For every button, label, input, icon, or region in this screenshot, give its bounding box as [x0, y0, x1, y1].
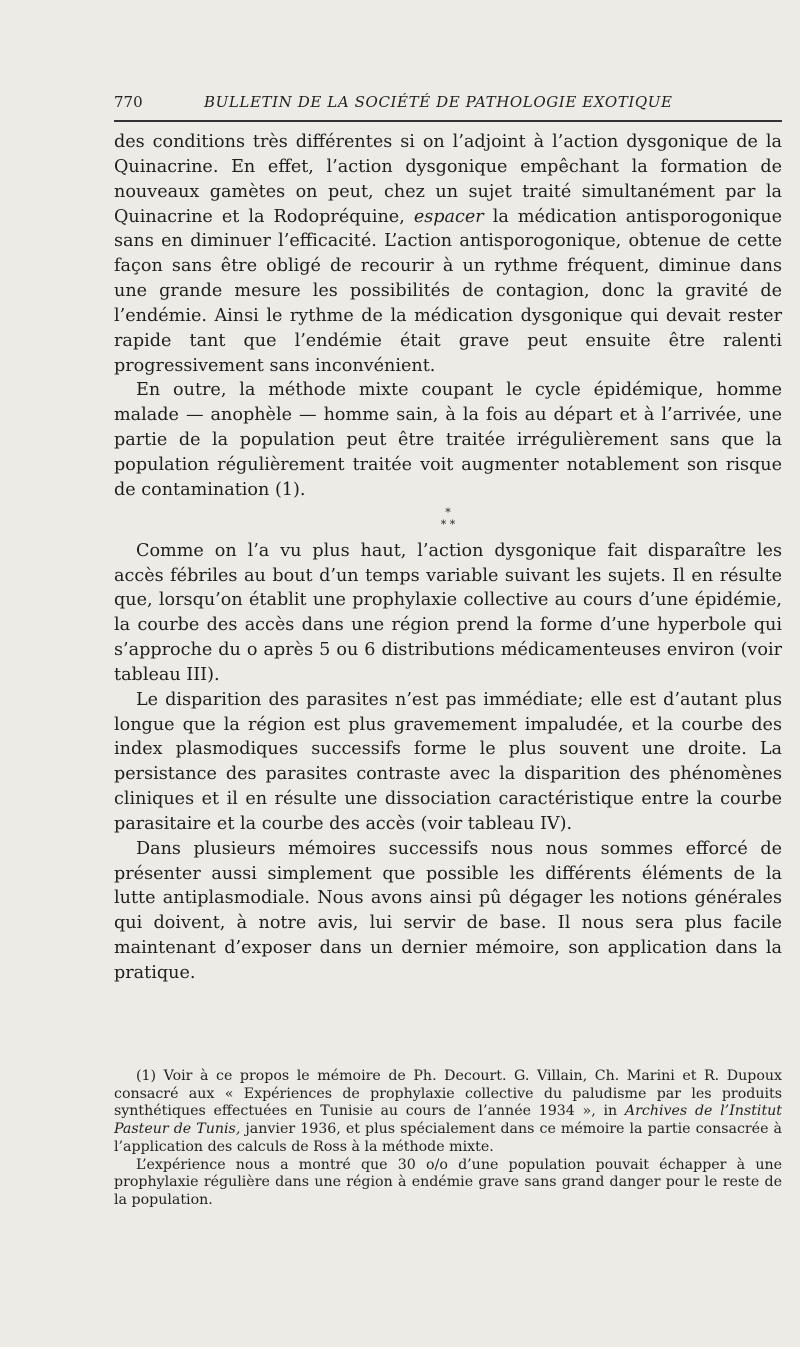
footnote-1-tail: janvier 1936, et plus spécialement dans ce mémoire la partie consacrée à l’application des calculs de Ross à la méthode mixte. [114, 1121, 782, 1155]
footnotes [114, 1068, 782, 1210]
footnote-1-journal: Archives de l’Institut Pasteur de Tunis, [114, 1103, 782, 1138]
separator-top-star: * [445, 505, 451, 519]
paragraph-1-text: des conditions très différentes si on l’adjoint à l’action dysgonique de la Quinacrine. En effet, l’action dysgonique empêchant la formation de nouveaux gamètes on peut, chez un sujet traité simultanément par la Quinacrine et la Rodopréquine, [114, 132, 782, 227]
paragraph-1-emphasis: espacer [413, 206, 484, 227]
page-number: 770 [114, 93, 143, 111]
paragraph-3: Comme on l’a vu plus haut, l’action dysgonique fait disparaître les accès fébriles au bout d’un temps variable suivant les sujets. Il en résulte que, lorsqu’on établit une prophylaxie collective au cours d’une épidémie, la courbe des accès dans une région prend la forme d’une hyperbole qui s’approche du o après 5 ou 6 distributions médicamenteuses environ (voir tableau III). [114, 540, 782, 685]
paragraph-1-tail: la médication antisporogonique sans en diminuer l’efficacité. L’action antisporogonique, obtenue de cette façon sans être obligé de recourir à un rythme fréquent, diminue dans une grande mesure les possibilités de contagion, donc la gravité de l’endémie. Ainsi le rythme de la médication dysgonique qui devait rester rapide tant que l’endémie était grave peut ensuite être ralenti progressivement sans inconvénient. [114, 206, 783, 376]
running-title: BULLETIN DE LA SOCIÉTÉ DE PATHOLOGIE EXOTIQUE [204, 93, 673, 111]
paragraph-2: En outre, la méthode mixte coupant le cycle épidémique, homme malade — anophèle — homme sain, à la fois au départ et à l’arrivée, une partie de la population peut être traitée irrégulièrement sans que la population régulièrement traitée voit augmenter notablement son risque de contamination (1). [114, 380, 782, 500]
paragraph-5: Dans plusieurs mémoires successifs nous nous sommes efforcé de présenter aussi simplement que possible les différents éléments de la lutte antiplasmodiale. Nous avons ainsi pû dégager les notions générales qui doivent, à notre avis, lui servir de base. Il nous sera plus facile maintenant d’exposer dans un dernier mémoire, son application dans la pratique. [114, 838, 782, 983]
body-text [114, 130, 782, 986]
footnote-1 [114, 1068, 782, 1157]
footnote-2: L’expérience nous a montré que 30 o/o d’une population pouvait échapper à une prophylaxie régulière dans une région à endémie grave sans grand danger pour le reste de la population. [114, 1156, 782, 1208]
separator-bottom-stars: * * [440, 517, 456, 531]
paragraph-4: Le disparition des parasites n’est pas immédiate; elle est d’autant plus longue que la région est plus gravemement impaludée, et la courbe des index plasmodiques successifs forme le plus souvent une droite. La persistance des parasites contraste avec la disparition des phénomènes cliniques et il en résulte une dissociation caractéristique entre la courbe parasitaire et la courbe des accès (voir tableau IV). [114, 689, 782, 834]
header-rule [114, 120, 782, 122]
section-separator [114, 507, 782, 531]
page-header [114, 93, 782, 117]
paragraph-1 [114, 130, 782, 378]
footnote-1-text: (1) Voir à ce propos le mémoire de Ph. Decourt. G. Villain, Ch. Marini et R. Dupoux consacré aux « Expériences de prophylaxie collective du paludisme par les produits synthétiques effectuées en Tunisie au cours de l’année 1934 », in [114, 1068, 782, 1120]
